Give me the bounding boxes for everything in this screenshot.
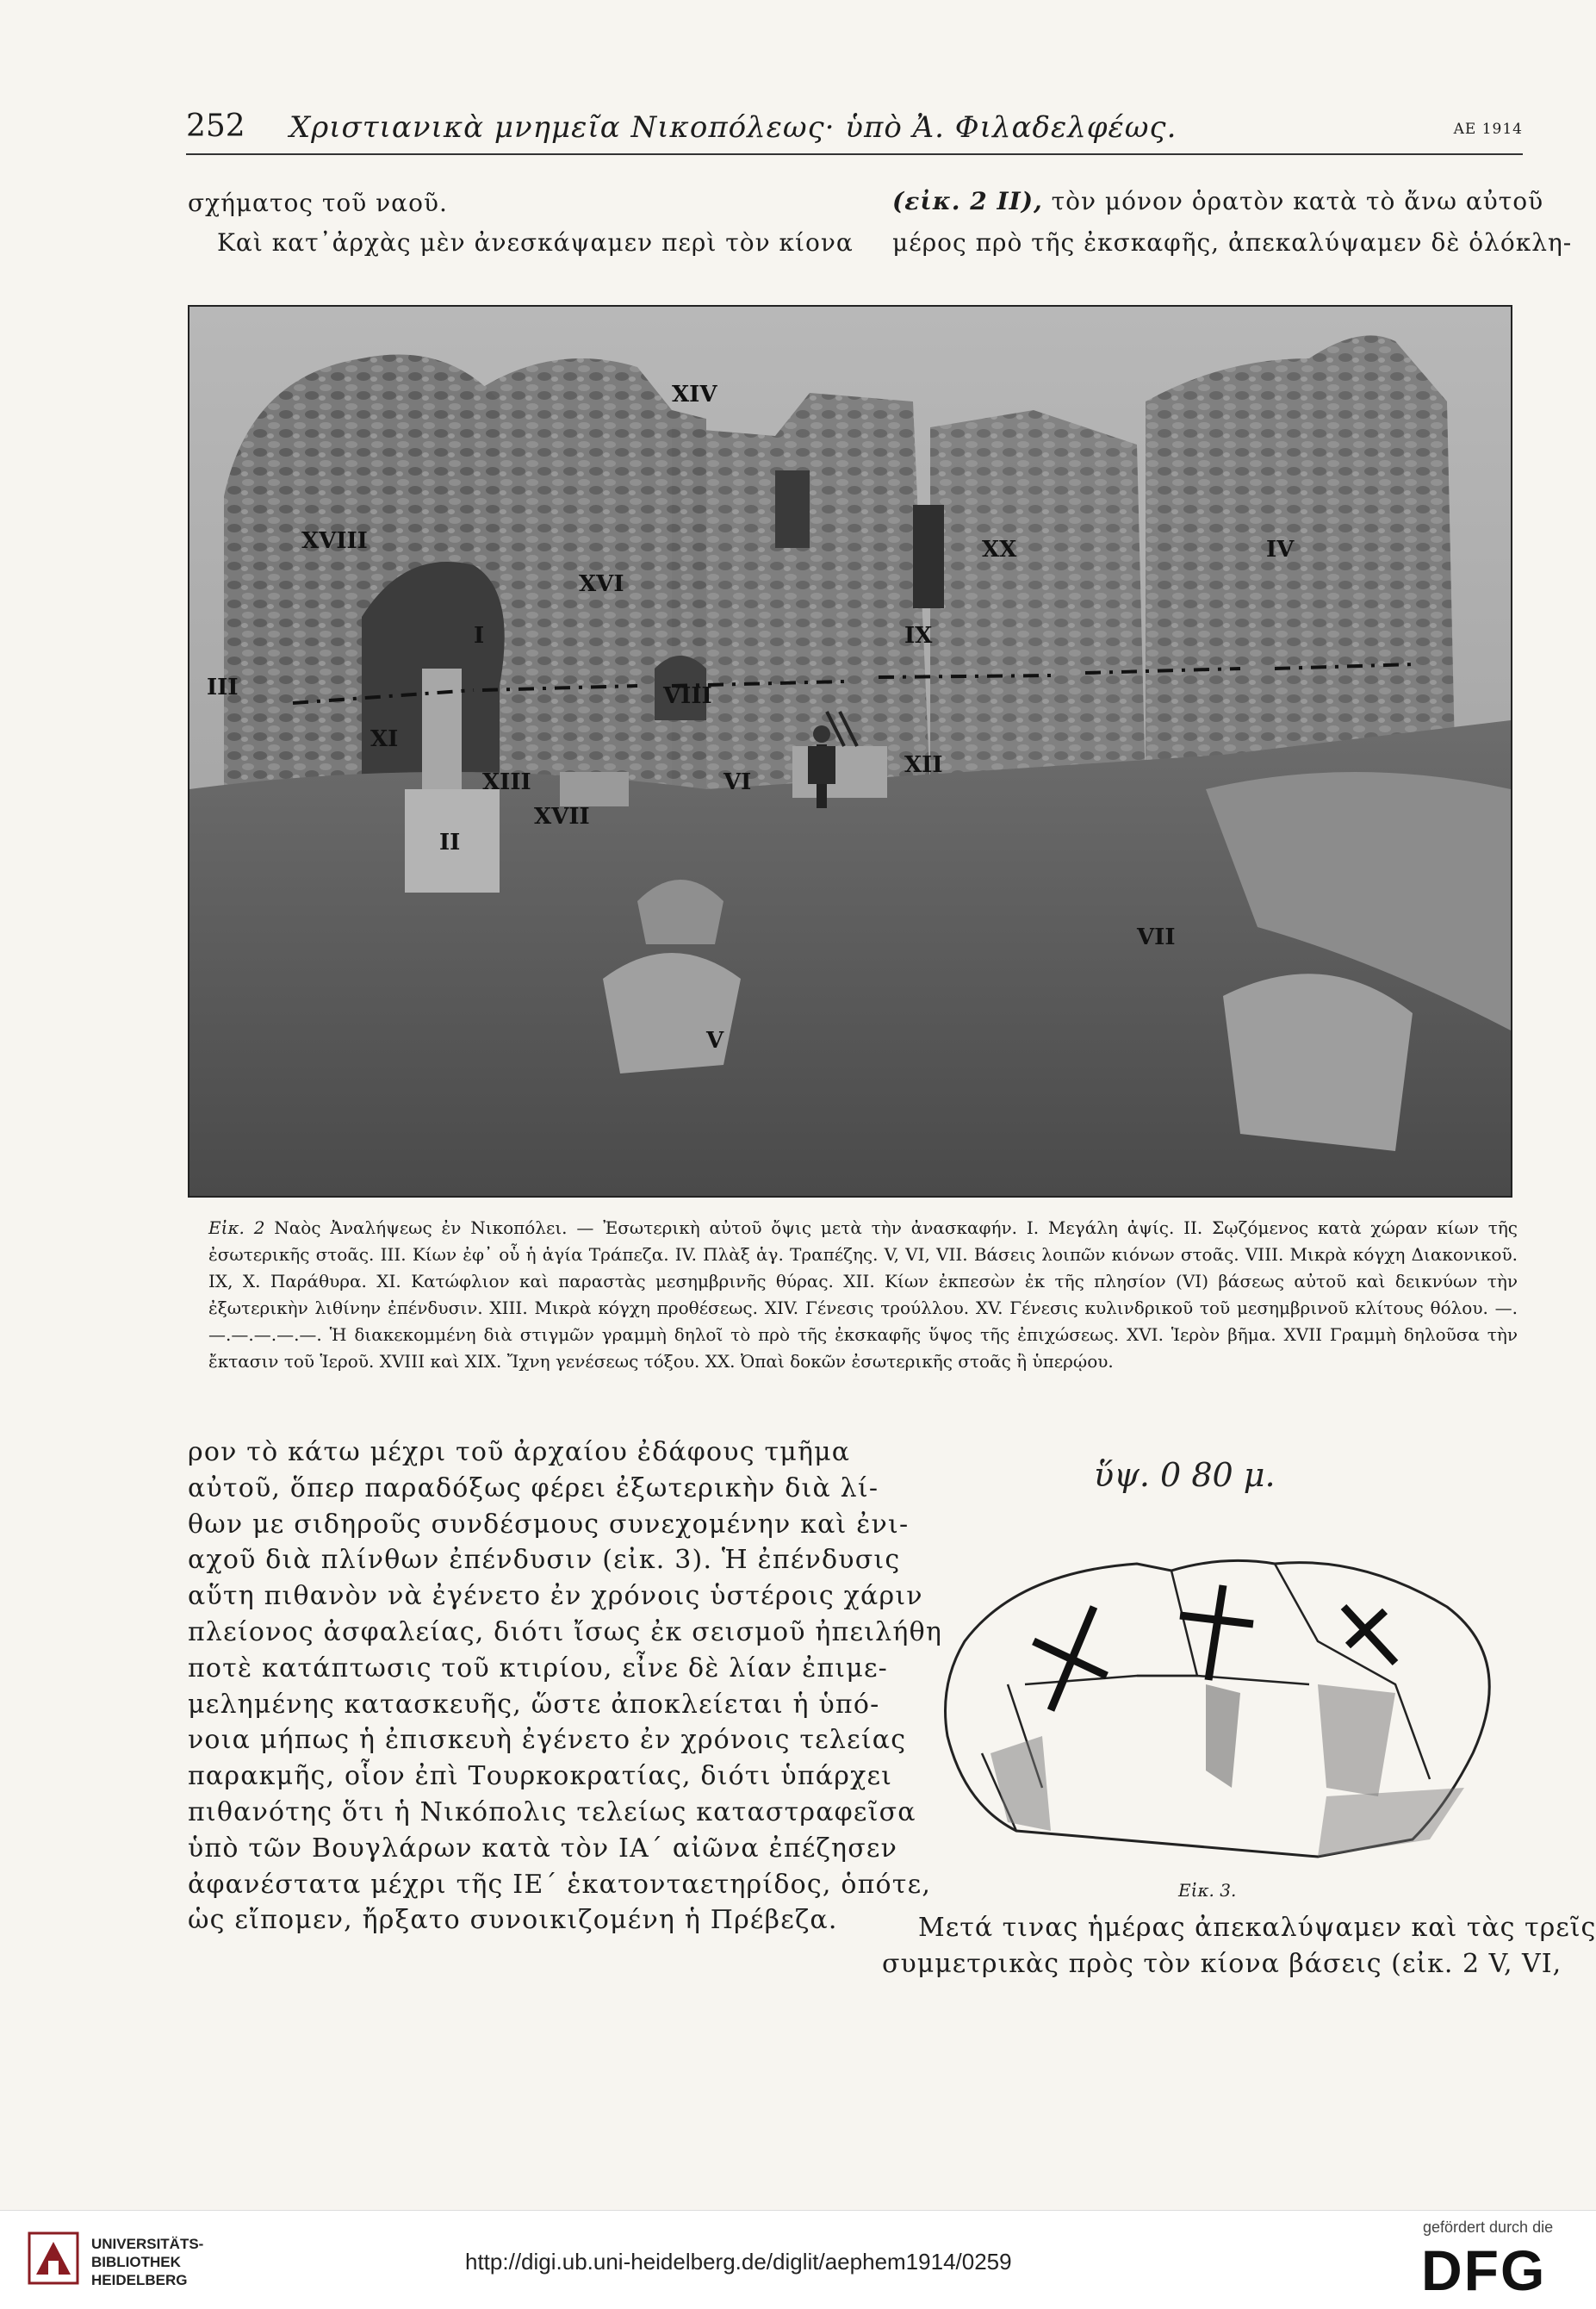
top-left-line-1: σχήματος τοῦ ναοῦ. <box>188 189 448 217</box>
body-line: ὡς εἴπομεν, ἤρξατο συνοικιζομένη ἡ Πρέβεζα. <box>188 1905 838 1936</box>
photo-label-xvii: XVII <box>534 804 590 830</box>
library-name-line-3: HEIDELBERG <box>91 2272 188 2288</box>
right-column-line-1: Μετά τινας ἡμέρας ἀπεκαλύψαμεν καὶ τὰς τρεῖς <box>918 1913 1596 1943</box>
journal-tag: ΑΕ 1914 <box>1453 121 1523 138</box>
top-right-line-1-rest: τὸν μόνον ὁρατὸν κατὰ τὸ ἄνω αὐτοῦ <box>1042 187 1544 215</box>
body-line: θων με σιδηροῦς συνδέσμους συνεχομένην καὶ ἐνι- <box>188 1509 910 1540</box>
running-title: Χριστιανικὰ μνημεῖα Νικοπόλεως· ὑπὸ Ἀ. Φιλαδελφέως. <box>289 110 1177 145</box>
dfg-logo-text: DFG <box>1421 2240 1547 2297</box>
body-line: αχοῦ διὰ πλίνθων ἐπένδυσιν (εἰκ. 3). Ἡ ἐπένδυσις <box>188 1545 901 1576</box>
photo-label-vii: VII <box>1137 924 1176 950</box>
photo-label-xviii: XVIII <box>301 528 368 554</box>
top-right-line-2: μέρος πρὸ τῆς ἐκσκαφῆς, ἀπεκαλύψαμεν δὲ ὁλόκλη- <box>892 228 1573 257</box>
figure-2-label: Εἰκ. 2 <box>208 1217 265 1238</box>
top-left-line-2: Καὶ κατ᾽ἀρχὰς μὲν ἀνεσκάψαμεν περὶ τὸν κίονα <box>217 228 854 257</box>
body-line: ὑπὸ τῶν Βουγλάρων κατὰ τὸν ΙΑ΄ αἰῶνα ἐπέζησεν <box>188 1833 898 1864</box>
figure-3-label: Εἰκ. 3. <box>1178 1880 1237 1901</box>
photo-label-xiv: XIV <box>672 382 717 408</box>
library-name-line-2: BIBLIOTHEK <box>91 2254 181 2270</box>
body-line: πλείονος ἀσφαλείας, διότι ἴσως ἐκ σεισμοῦ ἠπειλήθη <box>188 1616 943 1647</box>
page-number: 252 <box>186 109 245 144</box>
photo-label-vi: VI <box>723 769 752 795</box>
library-name-line-1: UNIVERSITÄTS- <box>91 2236 204 2252</box>
photo-label-ix: IX <box>904 623 933 649</box>
top-right-line-1 <box>892 186 1543 217</box>
figure-3-sketch <box>913 1426 1533 1926</box>
body-line: αὕτη πιθανὸν νὰ ἐγένετο ἐν χρόνοις ὑστέροις χάριν <box>188 1581 923 1612</box>
photo-label-ii: II <box>439 830 461 856</box>
body-line: παρακμῆς, οἷον ἐπὶ Τουρκοκρατίας, διότι ὑπάρχει <box>188 1761 893 1792</box>
funder-text: gefördert durch die <box>1423 2219 1554 2236</box>
photo-label-i: I <box>474 623 485 649</box>
university-library-logo-icon <box>28 2231 79 2285</box>
figure-2-caption-text: Ναὸς Ἀναλήψεως ἐν Νικοπόλει. — Ἐσωτερικὴ αὐτοῦ ὄψις μετὰ τὴν ἀνασκαφήν. I. Μεγάλη ἀψίς. II. Σῳζόμενος κατὰ χώραν κίων τῆς ἐσωτερικῆς στοᾶς. III. Κίων ἐφ᾽ οὗ ἡ ἁγία Τράπεζα. IV. Πλὰξ ἁγ. Τραπέζης. V, VI, VII. Βάσεις λοιπῶν κιόνων στοᾶς. VIII. Μικρὰ κόγχη Διακονικοῦ. IX, X. Παράθυρα. XI. Κατώφλιον καὶ παραστὰς μεσημβρινῆς θύρας. XII. Κίων ἐκπεσὼν ἐκ τῆς πλησίον (VI) βάσεως αὐτοῦ καὶ δεικνύων τὴν ἐξωτερικὴν λιθίνην ἐπένδυσιν. XIII. Μικρὰ κόγχη προθέσεως. XIV. Γένεσις τρούλλου. XV. Γένεσις κυλινδρικοῦ τοῦ μεσημβρινοῦ κλίτους θόλου. —.—.—.—.—.—. Ἡ διακεκομμένη διὰ στιγμῶν γραμμὴ δηλοῖ τὸ πρὸ τῆς ἐκσκαφῆς ὕψος τῆς ἐπιχώσεως. XVI. Ἱερὸν βῆμα. XVII Γραμμὴ δηλοῦσα τὴν ἔκτασιν τοῦ Ἱεροῦ. XVIII καὶ XIX. Ἴχνη γενέσεως τόξου. XX. Ὀπαὶ δοκῶν ἐσωτερικῆς στοᾶς ἢ ὑπερῴου. <box>208 1217 1518 1372</box>
body-line: ἀφανέστατα μέχρι τῆς ΙΕ΄ ἑκατονταετηρίδος, ὁπότε, <box>188 1869 932 1900</box>
university-library-name[interactable] <box>91 2235 203 2289</box>
photo-label-xvi: XVI <box>579 571 624 597</box>
figure-reference: (εἰκ. 2 II), <box>892 187 1043 215</box>
right-column-line-2: συμμετρικὰς πρὸς τὸν κίονα βάσεις (εἰκ. 2 V, VI, <box>882 1949 1562 1979</box>
photo-label-iv: IV <box>1266 537 1295 563</box>
photo-label-iii: III <box>207 675 239 700</box>
photo-label-xx: XX <box>982 537 1017 563</box>
body-line: ποτὲ κατάπτωσις τοῦ κτιρίου, εἶνε δὲ λίαν ἐπιμε- <box>188 1652 889 1684</box>
photo-label-viii: VIII <box>663 683 712 709</box>
handwritten-height-note: ὕψ. 0 80 μ. <box>1094 1456 1276 1494</box>
body-line: αὐτοῦ, ὅπερ παραδόξως φέρει ἐξωτερικὴν διὰ λί- <box>188 1472 879 1503</box>
body-line: νοια μήπως ἡ ἐπισκευὴ ἐγένετο ἐν χρόνοις τελείας <box>188 1725 907 1756</box>
dfg-logo-icon[interactable] <box>1421 2240 1576 2297</box>
source-url-link[interactable]: http://digi.ub.uni-heidelberg.de/diglit/aephem1914/0259 <box>465 2249 1012 2275</box>
running-header <box>186 102 1523 155</box>
column-drawing <box>913 1426 1533 1926</box>
body-line: ρον τὸ κάτω μέχρι τοῦ ἀρχαίου ἐδάφους τμῆμα <box>188 1437 851 1467</box>
figure-2-photograph <box>188 305 1512 1198</box>
photo-label-xii: XII <box>904 752 943 778</box>
photo-label-xiii: XIII <box>482 769 531 795</box>
left-column-text <box>188 1435 943 1939</box>
photo-label-xi: XI <box>370 726 399 752</box>
church-ruins-photo <box>189 307 1511 1196</box>
photo-label-v: V <box>706 1028 724 1054</box>
body-line: μελημένης κατασκευῆς, ὥστε ἀποκλείεται ἡ ὑπό- <box>188 1689 880 1720</box>
body-line: πιθανότης ὅτι ἡ Νικόπολις τελείως καταστραφεῖσα <box>188 1796 916 1827</box>
figure-2-caption <box>208 1215 1518 1375</box>
